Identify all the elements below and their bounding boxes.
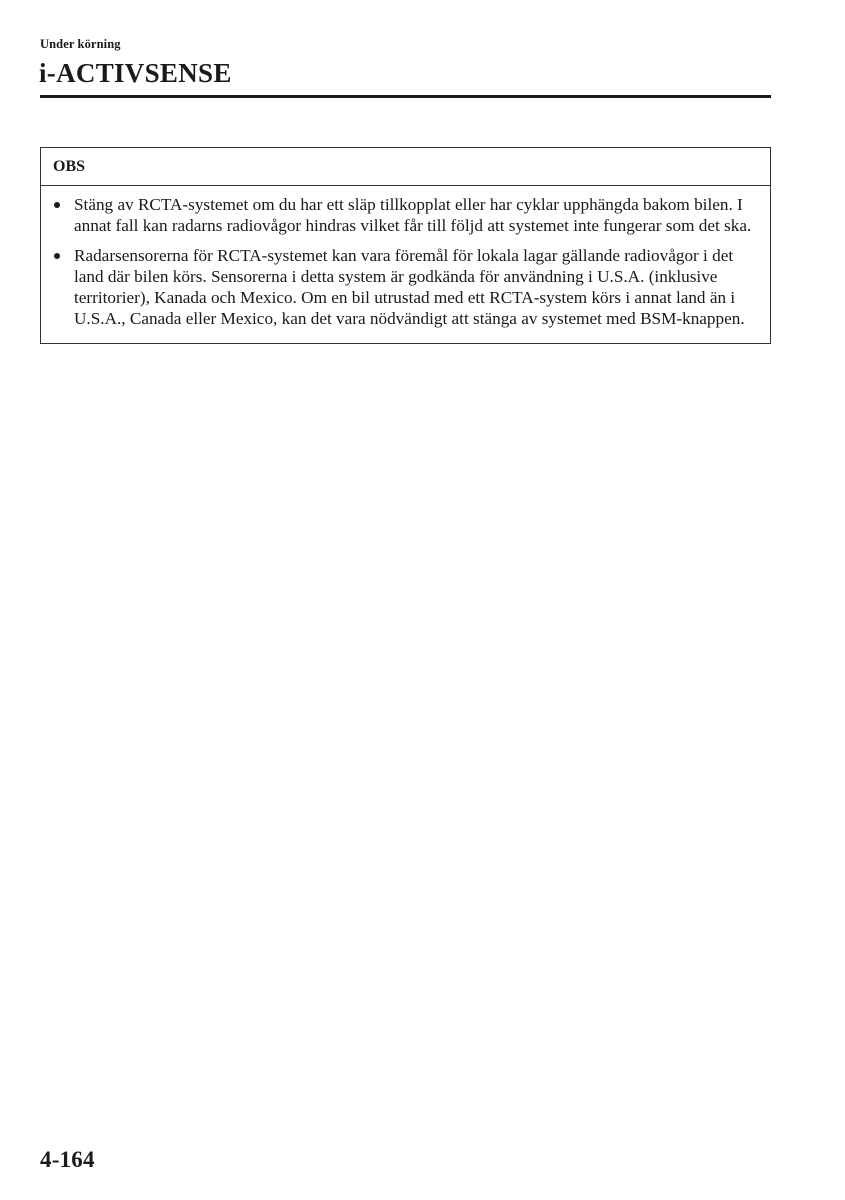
list-item-text: Stäng av RCTA-systemet om du har ett släp tillkopplat eller har cyklar upphängda bakom bilen. I annat fall kan radarns radiovågor hindras vilket får till följd att systemet inte fungerar som det ska. <box>74 195 752 235</box>
page-number: 4-164 <box>40 1147 95 1172</box>
list-item-text: Radarsensorerna för RCTA-systemet kan vara föremål för lokala lagar gällande radiovågor i det land där bilen körs. Sensorerna i detta system är godkända för användning i U.S.A. (inklusive territorier), Kanada och Mexico. Om en bil utrustad med ett RCTA-system körs i annat land än i U.S.A., Canada eller Mexico, kan det vara nödvändigt att stänga av systemet med BSM-knappen. <box>74 246 745 328</box>
note-list <box>41 186 770 343</box>
bullet-icon <box>54 202 60 208</box>
section-label: Under körning <box>40 37 121 51</box>
chapter-title: i-ACTIVSENSE <box>39 58 232 88</box>
list-item <box>53 245 756 329</box>
list-item <box>53 194 756 236</box>
note-heading: OBS <box>41 148 770 186</box>
title-divider <box>40 95 771 98</box>
bullet-icon <box>54 253 60 259</box>
note-box <box>40 147 771 344</box>
